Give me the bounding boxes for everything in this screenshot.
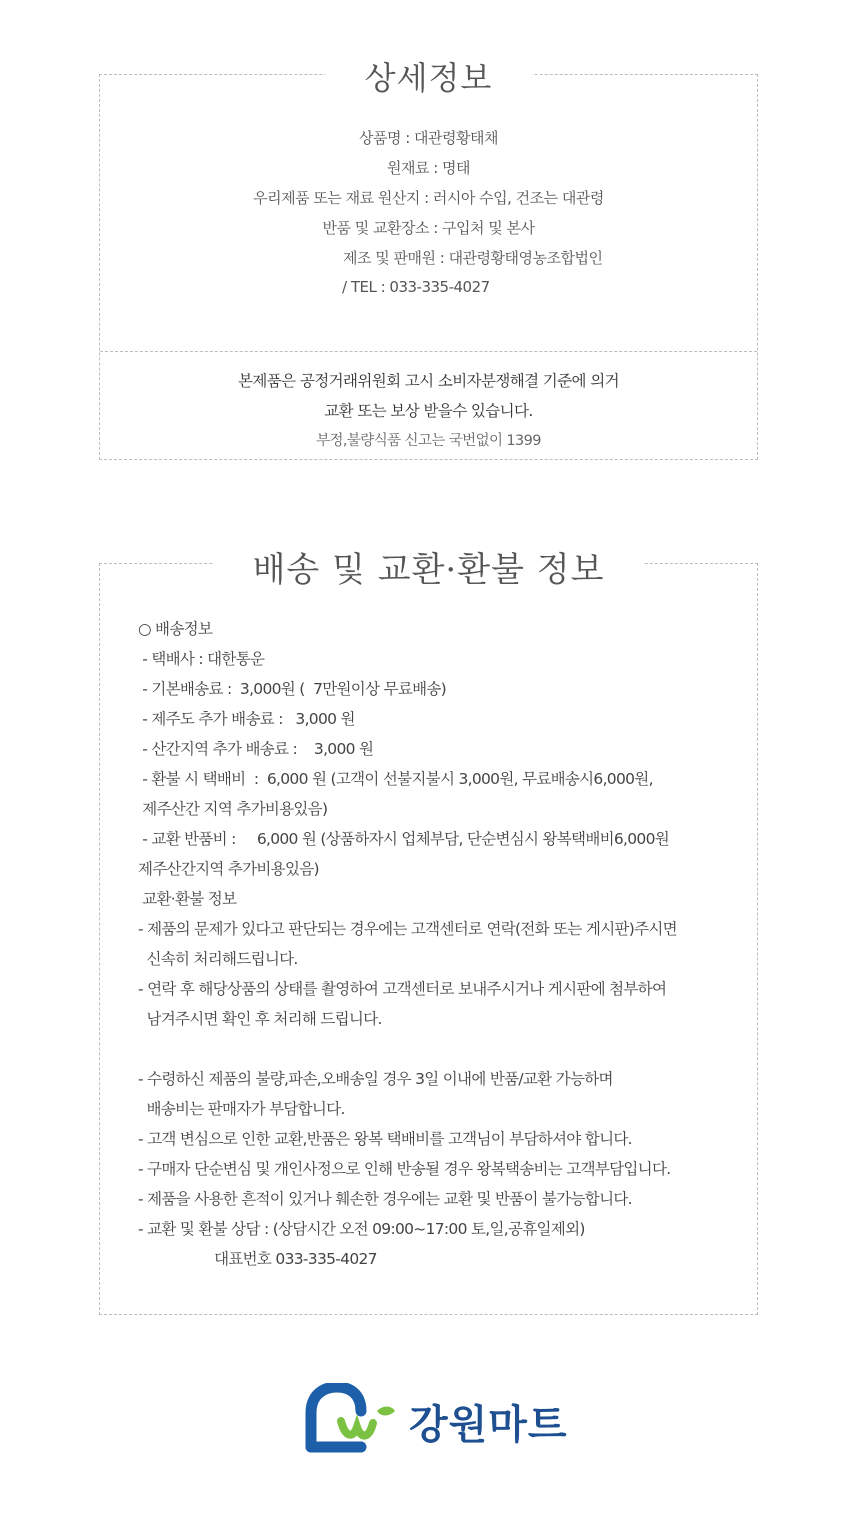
shipping-line: - 구매자 단순변심 및 개인사정으로 인해 반송될 경우 왕복택송비는 고객부담입니다. (138, 1160, 671, 1178)
shipping-line: 제주산간 지역 추가비용있음) (138, 800, 328, 818)
logo-text: 강원마트 (409, 1402, 568, 1448)
product-name-line: 상품명 : 대관령황태채 (358, 129, 498, 147)
detail-title: 상세정보 (325, 53, 533, 99)
logo-mark-icon (297, 1383, 407, 1455)
shipping-line: 신속히 처리해드립니다. (138, 950, 298, 968)
shipping-info-box (99, 550, 758, 1315)
shipping-line: - 기본배송료 : 3,000원 ( 7만원이상 무료배송) (138, 680, 447, 698)
origin-line: 우리제품 또는 재료 원산지 : 러시아 수입, 건조는 대관령 (253, 189, 604, 207)
shipping-line: - 택배사 : 대한통운 (138, 650, 265, 668)
shipping-line: - 제주도 추가 배송료 : 3,000 원 (138, 710, 355, 728)
shipping-line: - 고객 변심으로 인한 교환,반품은 왕복 택배비를 고객님이 부담하셔야 합니다. (138, 1130, 632, 1148)
notice-line-2: 교환 또는 보상 받을수 있습니다. (324, 402, 533, 420)
shipping-line: 대표번호 033-335-4027 (138, 1250, 377, 1268)
shipping-line: - 교환 및 환불 상담 : (상담시간 오전 09:00~17:00 토,일,공휴일제외) (138, 1220, 585, 1238)
gangwon-mart-logo (297, 1383, 567, 1455)
shipping-line: - 연락 후 해당상품의 상태를 촬영하여 고객센터로 보내주시거나 게시판에 첨부하여 (138, 980, 667, 998)
ingredient-line: 원재료 : 명태 (386, 159, 471, 177)
detail-divider (100, 351, 757, 352)
shipping-line: 교환·환불 정보 (138, 890, 237, 908)
shipping-line: - 제품의 문제가 있다고 판단되는 경우에는 고객센터로 연락(전화 또는 게시판)주시면 (138, 920, 677, 938)
shipping-line: - 환불 시 택배비 : 6,000 원 (고객이 선불지불시 3,000원, 무료배송시6,000원, (138, 770, 653, 788)
shipping-line: - 교환 반품비 : 6,000 원 (상품하자시 업체부담, 단순변심시 왕복택배비6,000원 (138, 830, 670, 848)
shipping-line: - 수령하신 제품의 불량,파손,오배송일 경우 3일 이내에 반품/교환 가능하며 (138, 1070, 613, 1088)
product-detail-box (99, 59, 758, 460)
shipping-line: 배송비는 판매자가 부담합니다. (138, 1100, 345, 1118)
shipping-title: 배송 및 교환·환불 정보 (213, 542, 645, 591)
shipping-line: - 산간지역 추가 배송료 : 3,000 원 (138, 740, 374, 758)
shipping-line: ○ 배송정보 (138, 620, 213, 638)
return-place-line: 반품 및 교환장소 : 구입처 및 본사 (322, 219, 535, 237)
notice-line-1: 본제품은 공정거래위원회 고시 소비자분쟁해결 기준에 의거 (238, 372, 619, 390)
manufacturer-line: 제조 및 판매원 : 대관령황태영농조합법인 (343, 249, 603, 267)
shipping-line: 남겨주시면 확인 후 처리해 드립니다. (138, 1010, 382, 1028)
tel-line: / TEL : 033-335-4027 (342, 278, 490, 296)
report-line: 부정,불량식품 신고는 국번없이 1399 (316, 433, 541, 449)
shipping-line: - 제품을 사용한 흔적이 있거나 훼손한 경우에는 교환 및 반품이 불가능합니다. (138, 1190, 632, 1208)
shipping-line: 제주산간지역 추가비용있음) (138, 860, 319, 878)
